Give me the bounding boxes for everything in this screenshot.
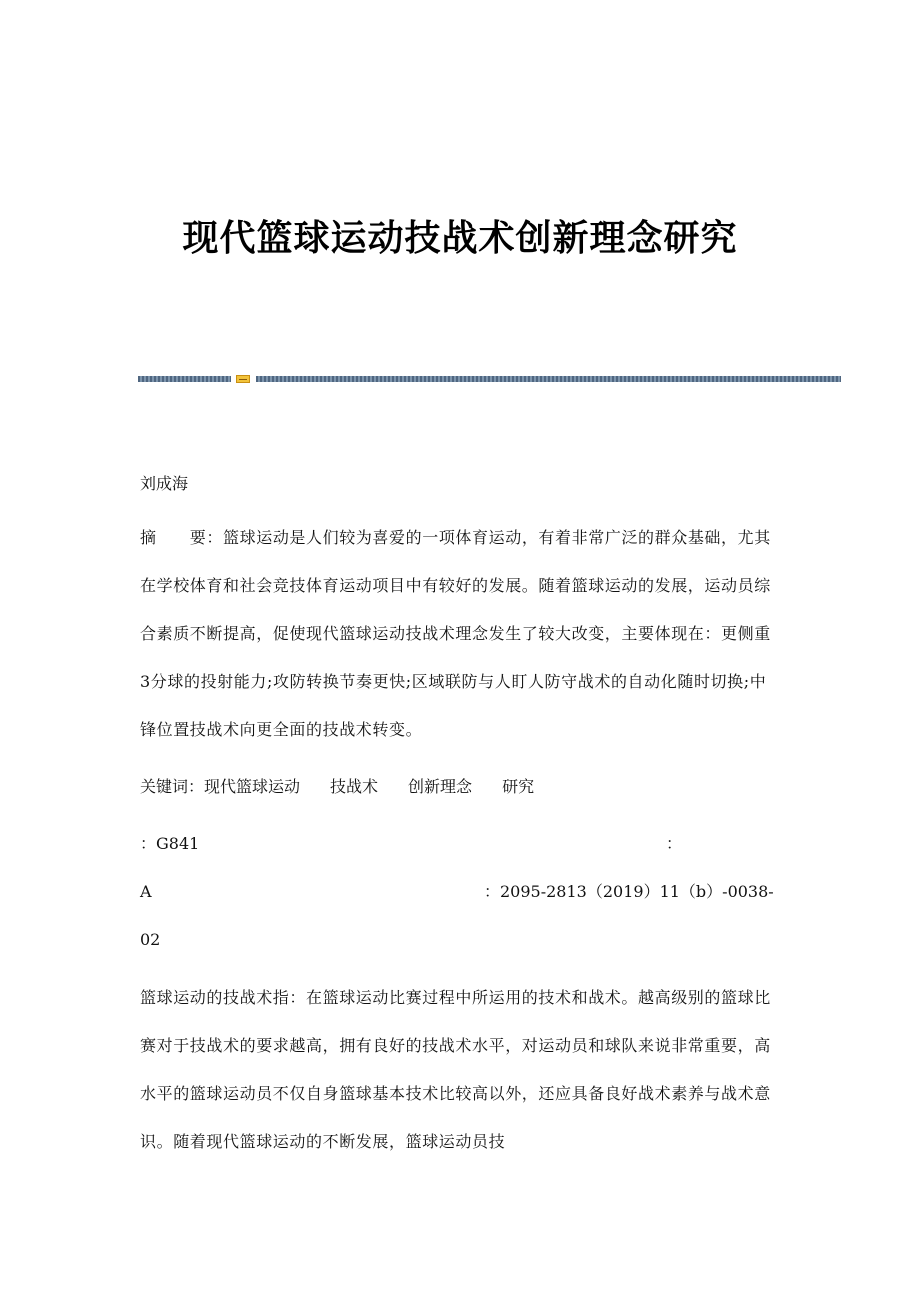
abstract-label: 摘 要： [140,528,224,547]
keywords [140,777,534,797]
divider-bar-left [138,376,231,382]
keyword-item: 研究 [502,777,535,796]
abstract [140,514,780,754]
classification-number: ：G841 [140,834,200,853]
author-name: 刘成海 [140,474,189,493]
article-number-continued: 02 [140,930,161,949]
document-code: A [140,882,152,901]
keyword-item: 技战术 [330,777,379,796]
divider-ornament-icon [236,375,250,383]
article-number: ：2095-2813（2019）11（b）-0038- [484,882,774,901]
paper-title: 现代篮球运动技战术创新理念研究 [182,218,738,259]
body-paragraph: 篮球运动的技战术指：在篮球运动比赛过程中所运用的技术和战术。越高级别的篮球比赛对于技战术的要求越高，拥有良好的技战术水平，对运动员和球队来说非常重要，高水平的篮球运动员不仅自身篮球基本技术比较高以外，还应具备良好战术素养与战术意识。随着现代篮球运动的不断发展，篮球运动员技 [140,988,771,1151]
decorative-divider [138,375,841,383]
keyword-item: 创新理念 [408,777,473,796]
divider-bar-right [256,376,841,382]
classification-colon: ： [666,834,683,853]
keywords-label: 关键词： [140,777,205,796]
abstract-text: 篮球运动是人们较为喜爱的一项体育运动，有着非常广泛的群众基础，尤其在学校体育和社会竞技体育运动项目中有较好的发展。随着篮球运动的发展，运动员综合素质不断提高，促使现代篮球运动技战术理念发生了较大改变，主要体现在：更侧重3分球的投射能力;攻防转换节奏更快;区域联防与人盯人防守战术的自动化随时切换;中锋位置技战术向更全面的技战术转变。 [140,528,771,739]
keyword-item: 现代篮球运动 [204,777,301,796]
